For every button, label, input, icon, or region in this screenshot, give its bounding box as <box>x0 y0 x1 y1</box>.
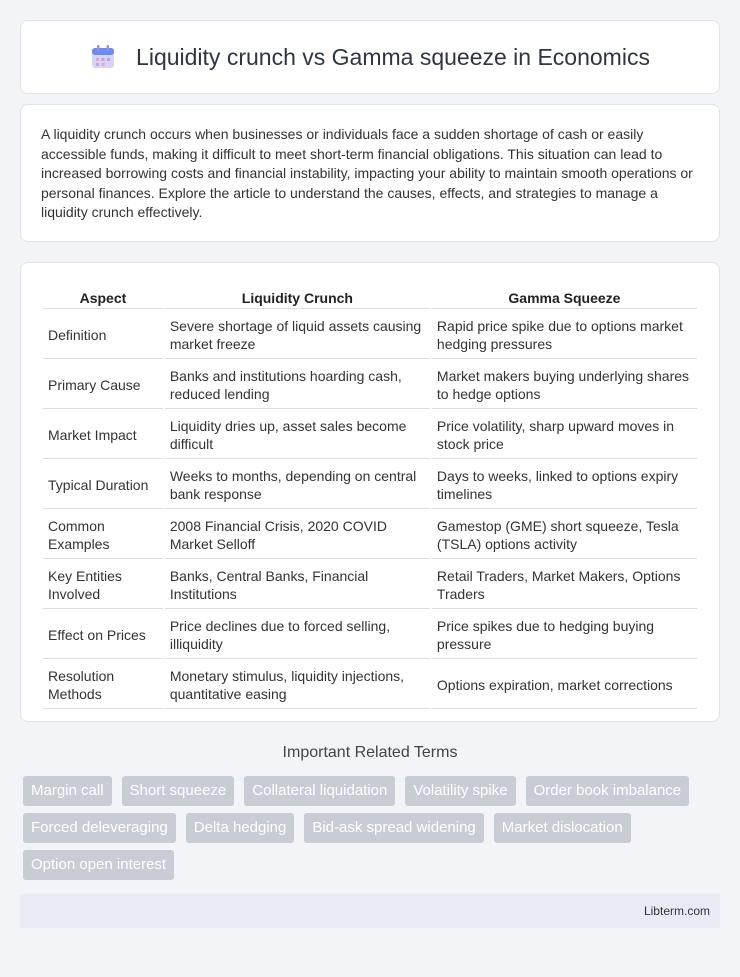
calendar-icon <box>90 44 116 70</box>
row-aspect: Typical Duration <box>43 461 163 509</box>
intro-text: A liquidity crunch occurs when businesses or individuals face a sudden shortage of cash or easily accessible funds, making it difficult to meet short-term financial obligations. This situation can lead to increased borrowing costs and financial instability, impacting your ability to maintain smooth operations or personal finances. Explore the article to understand the causes, effects, and strategies to manage a liquidity crunch effectively. <box>41 126 693 221</box>
row-aspect: Effect on Prices <box>43 611 163 659</box>
table-row <box>43 511 697 559</box>
row-liquidity-crunch: Banks, Central Banks, Financial Institutions <box>165 561 430 609</box>
related-term-tag[interactable]: Margin call <box>23 776 112 806</box>
row-gamma-squeeze: Price spikes due to hedging buying pressure <box>432 611 697 659</box>
table-row <box>43 611 697 659</box>
row-aspect: Resolution Methods <box>43 661 163 709</box>
row-liquidity-crunch: Weeks to months, depending on central bank response <box>165 461 430 509</box>
column-header-aspect: Aspect <box>43 285 163 309</box>
row-liquidity-crunch: Price declines due to forced selling, illiquidity <box>165 611 430 659</box>
page-header <box>20 20 720 94</box>
related-term-tag[interactable]: Collateral liquidation <box>244 776 395 806</box>
table-row <box>43 461 697 509</box>
row-liquidity-crunch: Monetary stimulus, liquidity injections, quantitative easing <box>165 661 430 709</box>
intro-card <box>20 104 720 242</box>
related-term-tag[interactable]: Option open interest <box>23 850 174 880</box>
row-liquidity-crunch: Liquidity dries up, asset sales become difficult <box>165 411 430 459</box>
related-term-tag[interactable]: Bid-ask spread widening <box>304 813 483 843</box>
row-liquidity-crunch: 2008 Financial Crisis, 2020 COVID Market Selloff <box>165 511 430 559</box>
table-row <box>43 311 697 359</box>
row-gamma-squeeze: Price volatility, sharp upward moves in stock price <box>432 411 697 459</box>
related-term-tag[interactable]: Short squeeze <box>122 776 235 806</box>
row-aspect: Common Examples <box>43 511 163 559</box>
row-liquidity-crunch: Severe shortage of liquid assets causing market freeze <box>165 311 430 359</box>
row-gamma-squeeze: Retail Traders, Market Makers, Options Traders <box>432 561 697 609</box>
row-aspect: Primary Cause <box>43 361 163 409</box>
row-gamma-squeeze: Options expiration, market corrections <box>432 661 697 709</box>
related-terms-list <box>20 776 720 887</box>
related-term-tag[interactable]: Delta hedging <box>186 813 295 843</box>
page-footer <box>20 894 720 928</box>
related-term-tag[interactable]: Forced deleveraging <box>23 813 176 843</box>
related-term-tag[interactable]: Volatility spike <box>405 776 515 806</box>
page-title: Liquidity crunch vs Gamma squeeze in Economics <box>136 43 650 70</box>
footer-site-link[interactable]: Libterm.com <box>643 904 710 918</box>
related-term-tag[interactable]: Market dislocation <box>494 813 631 843</box>
row-gamma-squeeze: Rapid price spike due to options market hedging pressures <box>432 311 697 359</box>
comparison-card <box>20 262 720 722</box>
table-header-row <box>43 285 697 309</box>
row-aspect: Market Impact <box>43 411 163 459</box>
table-row <box>43 561 697 609</box>
related-terms-title: Important Related Terms <box>282 744 458 761</box>
row-gamma-squeeze: Gamestop (GME) short squeeze, Tesla (TSLA) options activity <box>432 511 697 559</box>
row-liquidity-crunch: Banks and institutions hoarding cash, reduced lending <box>165 361 430 409</box>
related-term-tag[interactable]: Order book imbalance <box>526 776 690 806</box>
table-row <box>43 411 697 459</box>
comparison-table <box>41 283 699 711</box>
row-aspect: Key Entities Involved <box>43 561 163 609</box>
column-header-gamma-squeeze: Gamma Squeeze <box>432 285 697 309</box>
column-header-liquidity-crunch: Liquidity Crunch <box>165 285 430 309</box>
row-aspect: Definition <box>43 311 163 359</box>
row-gamma-squeeze: Days to weeks, linked to options expiry timelines <box>432 461 697 509</box>
table-row <box>43 361 697 409</box>
table-row <box>43 661 697 709</box>
row-gamma-squeeze: Market makers buying underlying shares to hedge options <box>432 361 697 409</box>
